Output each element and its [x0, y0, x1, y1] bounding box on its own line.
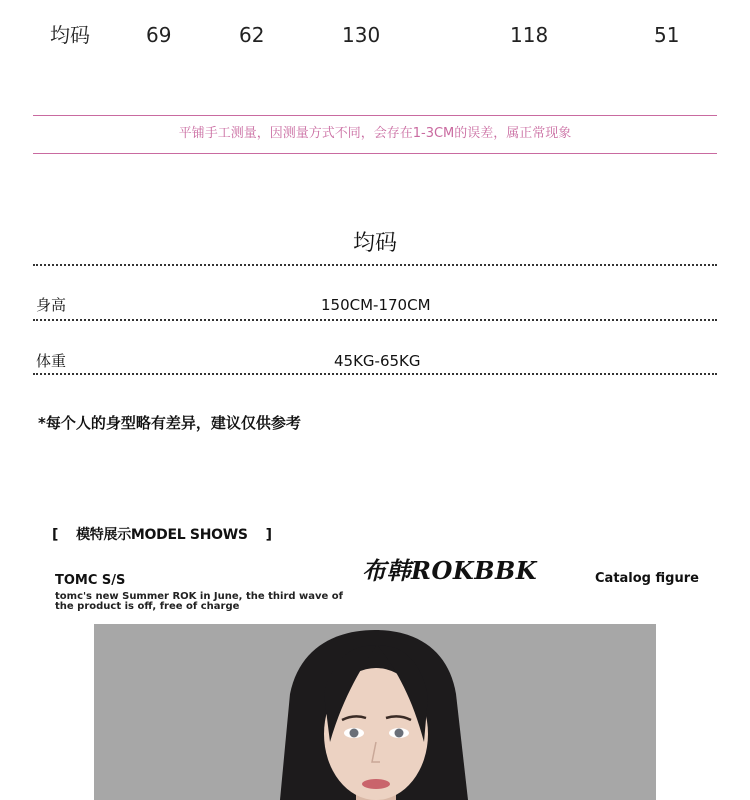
- model-photo: [94, 624, 656, 800]
- note-divider-bottom: [33, 153, 717, 154]
- fit-row-value: 150CM-170CM: [321, 296, 431, 314]
- brand-season: TOMC S/S: [55, 573, 126, 588]
- size-label: 均码: [50, 23, 90, 47]
- size-value: 118: [510, 23, 549, 47]
- brand-description: [55, 592, 345, 612]
- model-heading-text: 模特展示MODEL SHOWS: [76, 527, 248, 543]
- size-row: [0, 18, 750, 52]
- bracket-close: ]: [265, 527, 272, 543]
- fit-row-label: 体重: [36, 352, 67, 370]
- fit-row-value: 45KG-65KG: [334, 352, 421, 370]
- brand-logo: 布韩ROKBBK: [362, 556, 538, 585]
- fit-table-title: 均码: [352, 231, 397, 256]
- size-value: 62: [239, 23, 265, 47]
- disclaimer: *每个人的身型略有差异，建议仅供参考: [38, 414, 301, 432]
- fit-row-label: 身高: [36, 296, 67, 314]
- size-value: 51: [654, 23, 680, 47]
- dotted-divider: [33, 319, 717, 321]
- model-portrait-image: [94, 624, 656, 800]
- measurement-note: 平铺手工测量，因测量方式不同，会存在1-3CM的误差，属正常现象: [178, 126, 572, 141]
- size-value: 130: [342, 23, 381, 47]
- size-value: 69: [146, 23, 172, 47]
- dotted-divider: [33, 373, 717, 375]
- brand-description-line: tomc's new Summer ROK in June, the third wave of: [55, 591, 344, 602]
- bracket-open: [: [52, 527, 59, 543]
- model-section-heading: [52, 524, 272, 546]
- brand-description-line: the product is off, free of charge: [55, 601, 240, 612]
- dotted-divider: [33, 264, 717, 266]
- catalog-label: Catalog figure: [595, 571, 699, 586]
